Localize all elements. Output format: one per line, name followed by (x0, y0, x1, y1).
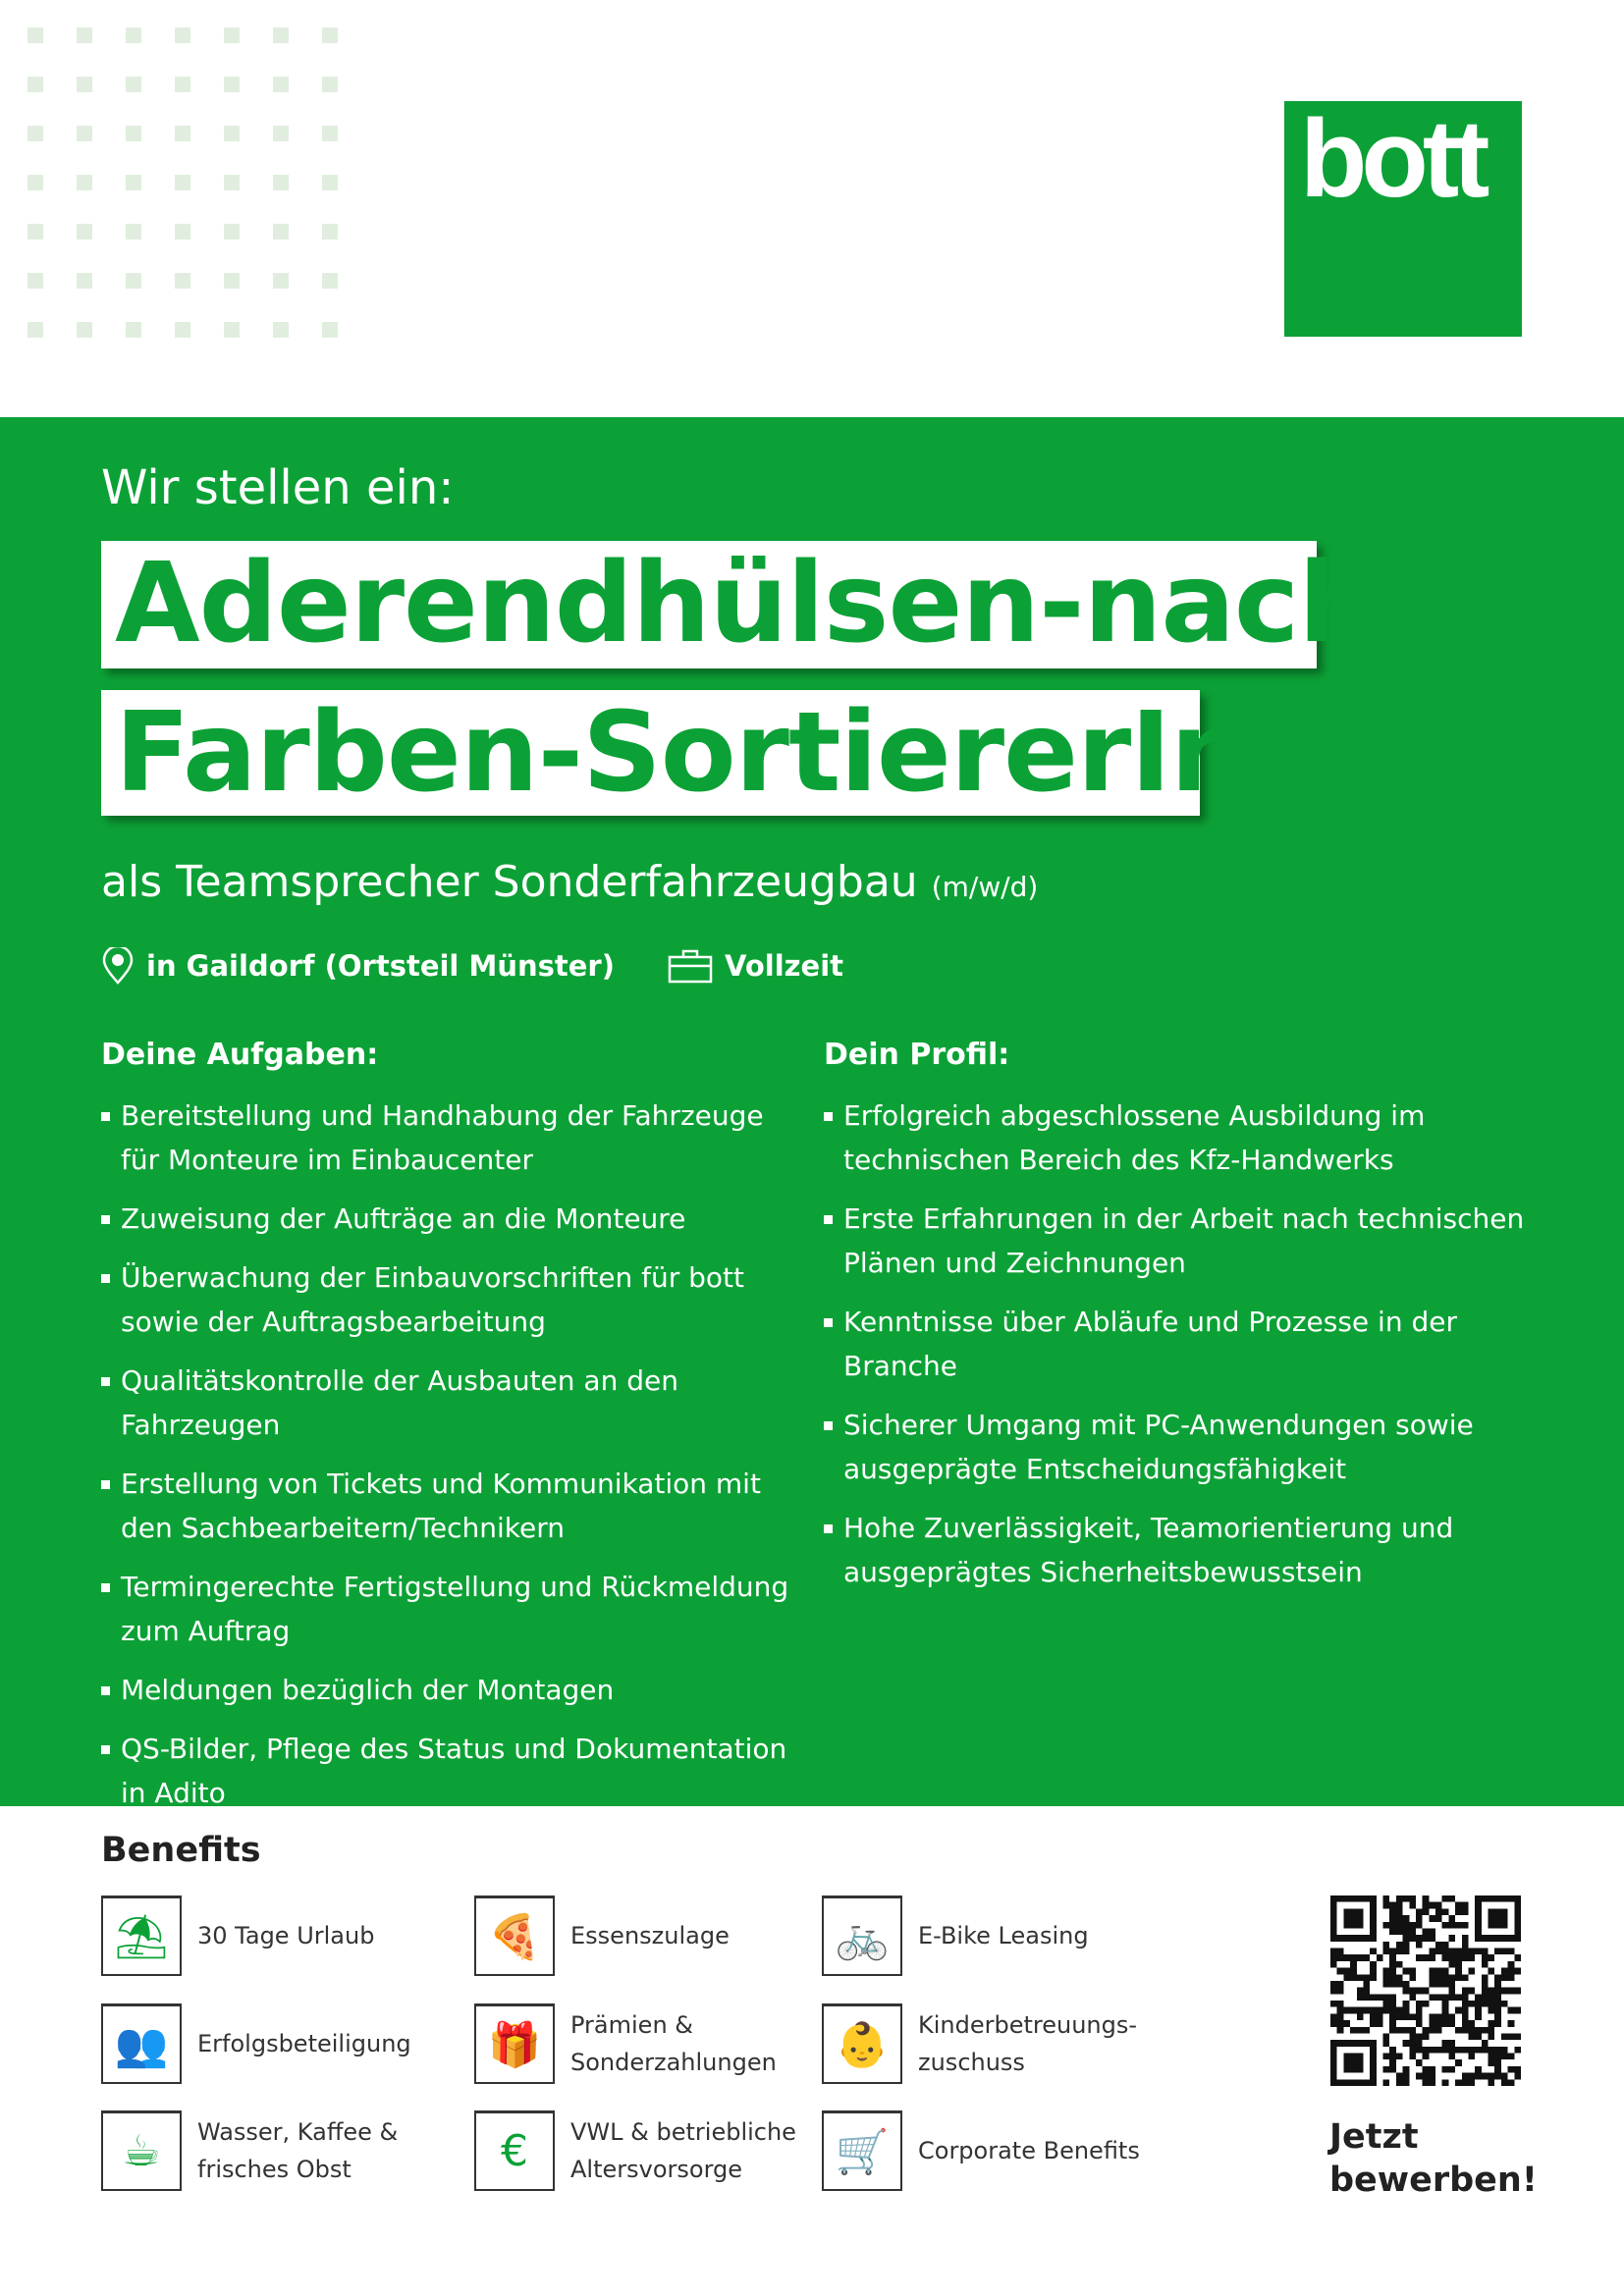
benefit-label: Essenszulage (570, 1922, 730, 1949)
benefit-label: Kinderbetreuungs-zuschuss (918, 2011, 1138, 2076)
fruit-coffee-icon: ☕ (101, 2110, 182, 2191)
dot (126, 126, 141, 141)
dot (77, 322, 92, 338)
dot (273, 273, 289, 289)
dot (322, 175, 338, 190)
dot (175, 322, 190, 338)
dot (322, 126, 338, 141)
dot (175, 77, 190, 92)
dot (224, 273, 240, 289)
benefit-item (822, 1896, 1144, 1976)
tasks-list (101, 1094, 808, 1815)
job-subtitle (101, 857, 1038, 907)
dot (27, 273, 43, 289)
benefit-item (474, 2110, 796, 2191)
dot (175, 273, 190, 289)
benefit-label: Prämien & Sonderzahlungen (570, 2011, 777, 2076)
list-item: Überwachung der Einbauvorschriften für bott sowie der Auftragsbearbeitung (101, 1255, 808, 1344)
list-item: Meldungen bezüglich der Montagen (101, 1668, 808, 1712)
profile-column (824, 1038, 1550, 1609)
dot (224, 27, 240, 43)
list-item: Erste Erfahrungen in der Arbeit nach technischen Plänen und Zeichnungen (824, 1197, 1550, 1285)
dot (273, 77, 289, 92)
dot (126, 322, 141, 338)
location-pin-icon (101, 947, 135, 985)
intro-text: Wir stellen ein: (101, 460, 455, 515)
apply-cta: Jetzt bewerben! (1329, 2117, 1538, 2200)
beach-umbrella-icon: ⛱ (101, 1896, 182, 1976)
dot (77, 27, 92, 43)
bonus-icon: 🎁 (474, 2003, 555, 2084)
ebike-icon: 🚲 (822, 1896, 902, 1976)
list-item: Qualitätskontrolle der Ausbauten an den Fahrzeugen (101, 1359, 808, 1447)
list-item: Hohe Zuverlässigkeit, Teamorientierung und ausgeprägtes Sicherheitsbewusstsein (824, 1506, 1550, 1594)
dot (175, 175, 190, 190)
dot (27, 322, 43, 338)
dot (77, 77, 92, 92)
job-title-line1: Aderendhülsen-nach- (101, 541, 1317, 668)
pension-icon: € (474, 2110, 555, 2191)
dot (77, 126, 92, 141)
dot (126, 224, 141, 240)
dot (126, 77, 141, 92)
briefcase-icon (668, 948, 713, 984)
dot (175, 27, 190, 43)
profit-share-icon: 👥 (101, 2003, 182, 2084)
benefits-heading: Benefits (101, 1831, 261, 1870)
profile-list (824, 1094, 1550, 1594)
dot (27, 77, 43, 92)
benefit-item (474, 1896, 796, 1976)
list-item: Erfolgreich abgeschlossene Ausbildung im technischen Bereich des Kfz-Handwerks (824, 1094, 1550, 1182)
list-item: Termingerechte Fertigstellung und Rückmeldung zum Auftrag (101, 1565, 808, 1653)
dot (77, 273, 92, 289)
shopping-cart-icon: 🛒 (822, 2110, 902, 2191)
dot (322, 77, 338, 92)
benefit-label: Erfolgsbeteiligung (197, 2030, 411, 2057)
dot (322, 27, 338, 43)
list-item: Kenntnisse über Abläufe und Prozesse in der Branche (824, 1300, 1550, 1388)
benefit-label: E-Bike Leasing (918, 1922, 1089, 1949)
benefit-label: 30 Tage Urlaub (197, 1922, 375, 1949)
dot (224, 224, 240, 240)
dot (273, 322, 289, 338)
logo-text: bott (1300, 101, 1485, 220)
subtitle-text: als Teamsprecher Sonderfahrzeugbau (101, 857, 918, 907)
employment-type: Vollzeit (724, 949, 843, 983)
benefit-label: VWL & betriebliche Altersvorsorge (570, 2118, 796, 2183)
qr-code[interactable] (1329, 1896, 1522, 2086)
profile-heading: Dein Profil: (824, 1038, 1010, 1072)
benefit-label: Wasser, Kaffee & frisches Obst (197, 2118, 399, 2183)
list-item: QS-Bilder, Pflege des Status und Dokumentation in Adito (101, 1727, 808, 1815)
job-section (0, 417, 1624, 1809)
benefit-item (101, 1896, 423, 1976)
dot (273, 175, 289, 190)
list-item: Bereitstellung und Handhabung der Fahrzeuge für Monteure im Einbaucenter (101, 1094, 808, 1182)
dot (273, 224, 289, 240)
dot (273, 126, 289, 141)
benefit-label: Corporate Benefits (918, 2137, 1140, 2164)
dot (77, 224, 92, 240)
list-item: Zuweisung der Aufträge an die Monteure (101, 1197, 808, 1241)
decorative-dot-grid (27, 27, 338, 338)
gender-suffix: (m/w/d) (931, 871, 1039, 903)
dot (224, 175, 240, 190)
benefit-item (474, 2003, 796, 2084)
dot (273, 27, 289, 43)
dot (27, 224, 43, 240)
dot (175, 126, 190, 141)
dot (322, 273, 338, 289)
benefit-item (822, 2110, 1144, 2191)
tasks-heading: Deine Aufgaben: (101, 1038, 379, 1072)
dot (175, 224, 190, 240)
pizza-icon: 🍕 (474, 1896, 555, 1976)
dot (224, 126, 240, 141)
list-item: Sicherer Umgang mit PC-Anwendungen sowie ausgeprägte Entscheidungsfähigkeit (824, 1403, 1550, 1491)
dot (27, 126, 43, 141)
dot (27, 175, 43, 190)
stroller-icon: 👶 (822, 2003, 902, 2084)
list-item: Erstellung von Tickets und Kommunikation mit den Sachbearbeitern/Technikern (101, 1462, 808, 1550)
dot (126, 27, 141, 43)
dot (322, 224, 338, 240)
bott-logo (1284, 101, 1522, 337)
tasks-column (101, 1038, 808, 1830)
dot (77, 175, 92, 190)
benefit-item (101, 2003, 423, 2084)
dot (224, 322, 240, 338)
dot (126, 175, 141, 190)
dot (27, 27, 43, 43)
benefit-item (101, 2110, 423, 2191)
dot (224, 77, 240, 92)
dot (322, 322, 338, 338)
dot (126, 273, 141, 289)
location-text: in Gaildorf (Ortsteil Münster) (146, 949, 615, 983)
job-title-line2: Farben-SortiererIn (101, 690, 1200, 816)
benefit-item (822, 2003, 1144, 2084)
job-meta (101, 947, 843, 985)
